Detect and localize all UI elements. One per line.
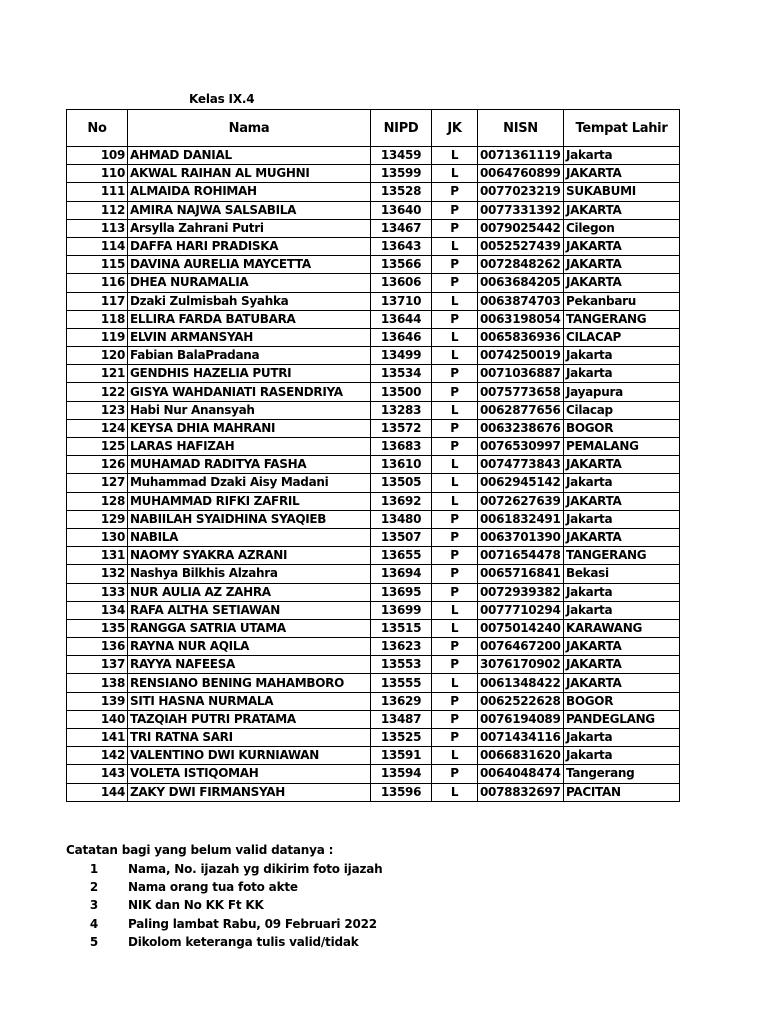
table-row [67, 438, 680, 456]
cell-nama: GISYA WAHDANIATI RASENDRIYA [128, 383, 371, 401]
cell-nipd: 13599 [371, 165, 432, 183]
cell-nipd: 13694 [371, 565, 432, 583]
table-row [67, 638, 680, 656]
cell-no: 130 [67, 528, 128, 546]
notes-list [66, 860, 383, 951]
cell-nisn: 0071654478 [478, 547, 564, 565]
table-row [67, 456, 680, 474]
table-row [67, 783, 680, 801]
cell-nama: VOLETA ISTIQOMAH [128, 765, 371, 783]
note-number: 4 [89, 916, 98, 931]
notes-section [66, 840, 383, 951]
cell-jk: L [432, 674, 478, 692]
cell-tempat-lahir: Cilegon [564, 219, 680, 237]
cell-tempat-lahir: JAKARTA [564, 201, 680, 219]
cell-tempat-lahir: Jakarta [564, 747, 680, 765]
cell-nisn: 0065716841 [478, 565, 564, 583]
table-row [67, 528, 680, 546]
cell-nama: Muhammad Dzaki Aisy Madani [128, 474, 371, 492]
column-header-nipd: NIPD [371, 110, 432, 147]
cell-nama: AMIRA NAJWA SALSABILA [128, 201, 371, 219]
cell-nipd: 13507 [371, 528, 432, 546]
cell-jk: P [432, 710, 478, 728]
cell-nisn: 0072939382 [478, 583, 564, 601]
cell-no: 122 [67, 383, 128, 401]
cell-no: 114 [67, 237, 128, 255]
cell-jk: P [432, 638, 478, 656]
cell-jk: P [432, 547, 478, 565]
cell-nipd: 13655 [371, 547, 432, 565]
note-number: 5 [89, 934, 98, 949]
cell-nipd: 13525 [371, 729, 432, 747]
table-header [67, 110, 680, 147]
cell-no: 116 [67, 274, 128, 292]
cell-nama: RENSIANO BENING MAHAMBORO [128, 674, 371, 692]
cell-nama: RAFA ALTHA SETIAWAN [128, 601, 371, 619]
cell-nama: Nashya Bilkhis Alzahra [128, 565, 371, 583]
cell-nipd: 13646 [371, 328, 432, 346]
cell-no: 111 [67, 183, 128, 201]
cell-no: 120 [67, 347, 128, 365]
table-row [67, 383, 680, 401]
cell-nipd: 13534 [371, 365, 432, 383]
table-row [67, 474, 680, 492]
cell-tempat-lahir: Jakarta [564, 147, 680, 165]
cell-nama: DHEA NURAMALIA [128, 274, 371, 292]
cell-tempat-lahir: Jakarta [564, 583, 680, 601]
cell-nisn: 0065836936 [478, 328, 564, 346]
cell-no: 118 [67, 310, 128, 328]
table-row [67, 147, 680, 165]
cell-nipd: 13591 [371, 747, 432, 765]
cell-tempat-lahir: KARAWANG [564, 619, 680, 637]
cell-tempat-lahir: Bekasi [564, 565, 680, 583]
cell-jk: P [432, 729, 478, 747]
cell-nipd: 13594 [371, 765, 432, 783]
cell-jk: P [432, 438, 478, 456]
cell-nisn: 0076467200 [478, 638, 564, 656]
cell-tempat-lahir: BOGOR [564, 692, 680, 710]
table-row [67, 183, 680, 201]
cell-nipd: 13528 [371, 183, 432, 201]
cell-nama: LARAS HAFIZAH [128, 438, 371, 456]
table-body [67, 147, 680, 802]
cell-nisn: 0071036887 [478, 365, 564, 383]
table-row [67, 310, 680, 328]
cell-nisn: 0078832697 [478, 783, 564, 801]
cell-no: 109 [67, 147, 128, 165]
cell-no: 137 [67, 656, 128, 674]
cell-jk: P [432, 183, 478, 201]
table-row [67, 656, 680, 674]
cell-jk: P [432, 310, 478, 328]
cell-no: 132 [67, 565, 128, 583]
cell-jk: P [432, 219, 478, 237]
table-row [67, 619, 680, 637]
table-row [67, 710, 680, 728]
cell-nipd: 13499 [371, 347, 432, 365]
note-text: Nama orang tua foto akte [128, 880, 298, 895]
cell-nipd: 13566 [371, 256, 432, 274]
cell-tempat-lahir: JAKARTA [564, 528, 680, 546]
cell-nisn: 0063238676 [478, 419, 564, 437]
table-row [67, 401, 680, 419]
cell-nisn: 0077710294 [478, 601, 564, 619]
note-text: Nama, No. ijazah yg dikirim foto ijazah [128, 862, 383, 876]
cell-no: 121 [67, 365, 128, 383]
column-header-jk: JK [432, 110, 478, 147]
cell-no: 129 [67, 510, 128, 528]
cell-tempat-lahir: TANGERANG [564, 547, 680, 565]
cell-jk: L [432, 347, 478, 365]
cell-nisn: 0071434116 [478, 729, 564, 747]
cell-nisn: 0062945142 [478, 474, 564, 492]
note-item [66, 933, 383, 951]
cell-nipd: 13629 [371, 692, 432, 710]
table-row [67, 219, 680, 237]
cell-nipd: 13692 [371, 492, 432, 510]
cell-nisn: 3076170902 [478, 656, 564, 674]
cell-jk: P [432, 383, 478, 401]
cell-nisn: 0063684205 [478, 274, 564, 292]
table-row [67, 419, 680, 437]
cell-tempat-lahir: JAKARTA [564, 492, 680, 510]
cell-no: 142 [67, 747, 128, 765]
cell-nipd: 13640 [371, 201, 432, 219]
cell-jk: P [432, 565, 478, 583]
cell-nipd: 13505 [371, 474, 432, 492]
column-header-no: No [67, 110, 128, 147]
table-row [67, 583, 680, 601]
note-text: NIK dan No KK Ft KK [128, 898, 264, 913]
cell-nipd: 13500 [371, 383, 432, 401]
cell-nama: NUR AULIA AZ ZAHRA [128, 583, 371, 601]
table-row [67, 765, 680, 783]
cell-nama: NABIILAH SYAIDHINA SYAQIEB [128, 510, 371, 528]
cell-tempat-lahir: SUKABUMI [564, 183, 680, 201]
cell-nisn: 0064760899 [478, 165, 564, 183]
cell-nama: RAYNA NUR AQILA [128, 638, 371, 656]
note-item [66, 878, 383, 896]
table-row [67, 547, 680, 565]
cell-nipd: 13596 [371, 783, 432, 801]
cell-nisn: 0077331392 [478, 201, 564, 219]
table-row [67, 274, 680, 292]
cell-tempat-lahir: JAKARTA [564, 256, 680, 274]
cell-nisn: 0062877656 [478, 401, 564, 419]
cell-tempat-lahir: PACITAN [564, 783, 680, 801]
cell-tempat-lahir: JAKARTA [564, 656, 680, 674]
cell-nisn: 0072848262 [478, 256, 564, 274]
table-row [67, 165, 680, 183]
cell-no: 134 [67, 601, 128, 619]
cell-no: 123 [67, 401, 128, 419]
cell-nama: ELVIN ARMANSYAH [128, 328, 371, 346]
cell-nama: Habi Nur Anansyah [128, 401, 371, 419]
cell-jk: P [432, 765, 478, 783]
note-text: Paling lambat Rabu, 09 Februari 2022 [128, 916, 377, 931]
table-row [67, 674, 680, 692]
cell-nipd: 13555 [371, 674, 432, 692]
cell-nisn: 0064048474 [478, 765, 564, 783]
cell-jk: L [432, 328, 478, 346]
cell-nisn: 0074773843 [478, 456, 564, 474]
cell-tempat-lahir: Tangerang [564, 765, 680, 783]
cell-nipd: 13610 [371, 456, 432, 474]
cell-jk: L [432, 492, 478, 510]
cell-nipd: 13699 [371, 601, 432, 619]
cell-tempat-lahir: PEMALANG [564, 438, 680, 456]
cell-jk: L [432, 601, 478, 619]
cell-no: 141 [67, 729, 128, 747]
cell-nama: ZAKY DWI FIRMANSYAH [128, 783, 371, 801]
cell-no: 110 [67, 165, 128, 183]
table-row [67, 365, 680, 383]
cell-nama: Arsylla Zahrani Putri [128, 219, 371, 237]
cell-jk: P [432, 365, 478, 383]
cell-jk: P [432, 256, 478, 274]
cell-tempat-lahir: JAKARTA [564, 165, 680, 183]
table-row [67, 747, 680, 765]
cell-nipd: 13515 [371, 619, 432, 637]
cell-nipd: 13623 [371, 638, 432, 656]
cell-nama: NABILA [128, 528, 371, 546]
cell-no: 128 [67, 492, 128, 510]
cell-jk: L [432, 401, 478, 419]
table-row [67, 201, 680, 219]
cell-tempat-lahir: CILACAP [564, 328, 680, 346]
cell-jk: L [432, 619, 478, 637]
cell-nipd: 13283 [371, 401, 432, 419]
cell-no: 112 [67, 201, 128, 219]
cell-nama: TAZQIAH PUTRI PRATAMA [128, 710, 371, 728]
cell-no: 133 [67, 583, 128, 601]
cell-nipd: 13572 [371, 419, 432, 437]
cell-tempat-lahir: JAKARTA [564, 456, 680, 474]
cell-no: 125 [67, 438, 128, 456]
cell-tempat-lahir: JAKARTA [564, 274, 680, 292]
cell-nisn: 0075014240 [478, 619, 564, 637]
cell-no: 117 [67, 292, 128, 310]
cell-tempat-lahir: Jakarta [564, 601, 680, 619]
cell-nisn: 0063198054 [478, 310, 564, 328]
cell-nisn: 0061348422 [478, 674, 564, 692]
cell-nama: DAVINA AURELIA MAYCETTA [128, 256, 371, 274]
cell-nipd: 13644 [371, 310, 432, 328]
cell-tempat-lahir: Jakarta [564, 347, 680, 365]
note-item [66, 915, 383, 933]
cell-nipd: 13459 [371, 147, 432, 165]
cell-nama: AHMAD DANIAL [128, 147, 371, 165]
cell-tempat-lahir: JAKARTA [564, 237, 680, 255]
table-row [67, 347, 680, 365]
cell-nama: ALMAIDA ROHIMAH [128, 183, 371, 201]
cell-nipd: 13553 [371, 656, 432, 674]
cell-nipd: 13683 [371, 438, 432, 456]
cell-jk: P [432, 528, 478, 546]
cell-tempat-lahir: PANDEGLANG [564, 710, 680, 728]
cell-no: 135 [67, 619, 128, 637]
cell-tempat-lahir: Cilacap [564, 401, 680, 419]
note-text: Dikolom keteranga tulis valid/tidak [128, 934, 359, 949]
cell-nisn: 0077023219 [478, 183, 564, 201]
cell-no: 119 [67, 328, 128, 346]
note-number: 3 [89, 898, 98, 913]
cell-jk: P [432, 510, 478, 528]
table-row [67, 237, 680, 255]
cell-jk: P [432, 201, 478, 219]
note-number: 2 [89, 880, 98, 895]
cell-nama: AKWAL RAIHAN AL MUGHNI [128, 165, 371, 183]
cell-nipd: 13606 [371, 274, 432, 292]
cell-nama: RANGGA SATRIA UTAMA [128, 619, 371, 637]
cell-no: 124 [67, 419, 128, 437]
table-row [67, 692, 680, 710]
cell-no: 131 [67, 547, 128, 565]
cell-jk: P [432, 583, 478, 601]
cell-tempat-lahir: Jakarta [564, 729, 680, 747]
cell-nama: NAOMY SYAKRA AZRANI [128, 547, 371, 565]
cell-jk: P [432, 419, 478, 437]
table-row [67, 292, 680, 310]
cell-nisn: 0075773658 [478, 383, 564, 401]
cell-nisn: 0062522628 [478, 692, 564, 710]
cell-nipd: 13487 [371, 710, 432, 728]
cell-nipd: 13695 [371, 583, 432, 601]
cell-jk: L [432, 474, 478, 492]
cell-no: 113 [67, 219, 128, 237]
cell-nama: KEYSA DHIA MAHRANI [128, 419, 371, 437]
cell-tempat-lahir: Jayapura [564, 383, 680, 401]
cell-nisn: 0071361119 [478, 147, 564, 165]
cell-nisn: 0074250019 [478, 347, 564, 365]
cell-jk: L [432, 747, 478, 765]
cell-jk: P [432, 692, 478, 710]
cell-tempat-lahir: Jakarta [564, 474, 680, 492]
cell-no: 144 [67, 783, 128, 801]
cell-jk: L [432, 456, 478, 474]
cell-nisn: 0079025442 [478, 219, 564, 237]
cell-jk: P [432, 274, 478, 292]
cell-no: 138 [67, 674, 128, 692]
cell-no: 126 [67, 456, 128, 474]
cell-jk: L [432, 147, 478, 165]
table-row [67, 492, 680, 510]
cell-nama: ELLIRA FARDA BATUBARA [128, 310, 371, 328]
table-row [67, 328, 680, 346]
cell-tempat-lahir: Pekanbaru [564, 292, 680, 310]
class-title: Kelas IX.4 [189, 92, 255, 106]
column-header-nama: Nama [128, 110, 371, 147]
cell-nisn: 0072627639 [478, 492, 564, 510]
cell-nama: TRI RATNA SARI [128, 729, 371, 747]
note-item [66, 896, 383, 914]
note-number: 1 [89, 862, 98, 876]
cell-tempat-lahir: TANGERANG [564, 310, 680, 328]
cell-no: 136 [67, 638, 128, 656]
cell-nama: Dzaki Zulmisbah Syahka [128, 292, 371, 310]
cell-tempat-lahir: JAKARTA [564, 638, 680, 656]
cell-nisn: 0076194089 [478, 710, 564, 728]
cell-no: 139 [67, 692, 128, 710]
cell-tempat-lahir: BOGOR [564, 419, 680, 437]
table-row [67, 729, 680, 747]
cell-nama: VALENTINO DWI KURNIAWAN [128, 747, 371, 765]
table-row [67, 601, 680, 619]
notes-heading: Catatan bagi yang belum valid datanya : [66, 843, 334, 857]
cell-nama: MUHAMMAD RIFKI ZAFRIL [128, 492, 371, 510]
cell-tempat-lahir: JAKARTA [564, 674, 680, 692]
cell-nama: SITI HASNA NURMALA [128, 692, 371, 710]
cell-tempat-lahir: Jakarta [564, 510, 680, 528]
cell-jk: L [432, 165, 478, 183]
cell-nipd: 13710 [371, 292, 432, 310]
cell-jk: L [432, 292, 478, 310]
cell-nipd: 13643 [371, 237, 432, 255]
cell-nisn: 0066831620 [478, 747, 564, 765]
table-row [67, 565, 680, 583]
cell-nama: DAFFA HARI PRADISKA [128, 237, 371, 255]
cell-nipd: 13480 [371, 510, 432, 528]
cell-nisn: 0052527439 [478, 237, 564, 255]
cell-no: 127 [67, 474, 128, 492]
cell-jk: P [432, 656, 478, 674]
cell-nama: GENDHIS HAZELIA PUTRI [128, 365, 371, 383]
cell-jk: L [432, 783, 478, 801]
table-row [67, 256, 680, 274]
cell-no: 140 [67, 710, 128, 728]
student-table [66, 109, 680, 802]
cell-nama: MUHAMAD RADITYA FASHA [128, 456, 371, 474]
cell-nisn: 0076530997 [478, 438, 564, 456]
note-item [66, 860, 383, 878]
cell-tempat-lahir: Jakarta [564, 365, 680, 383]
cell-nisn: 0061832491 [478, 510, 564, 528]
column-header-tempat-lahir: Tempat Lahir [564, 110, 680, 147]
cell-no: 143 [67, 765, 128, 783]
cell-jk: L [432, 237, 478, 255]
cell-nisn: 0063701390 [478, 528, 564, 546]
column-header-nisn: NISN [478, 110, 564, 147]
cell-nipd: 13467 [371, 219, 432, 237]
table-row [67, 510, 680, 528]
cell-nisn: 0063874703 [478, 292, 564, 310]
cell-nama: Fabian BalaPradana [128, 347, 371, 365]
cell-nama: RAYYA NAFEESA [128, 656, 371, 674]
cell-no: 115 [67, 256, 128, 274]
